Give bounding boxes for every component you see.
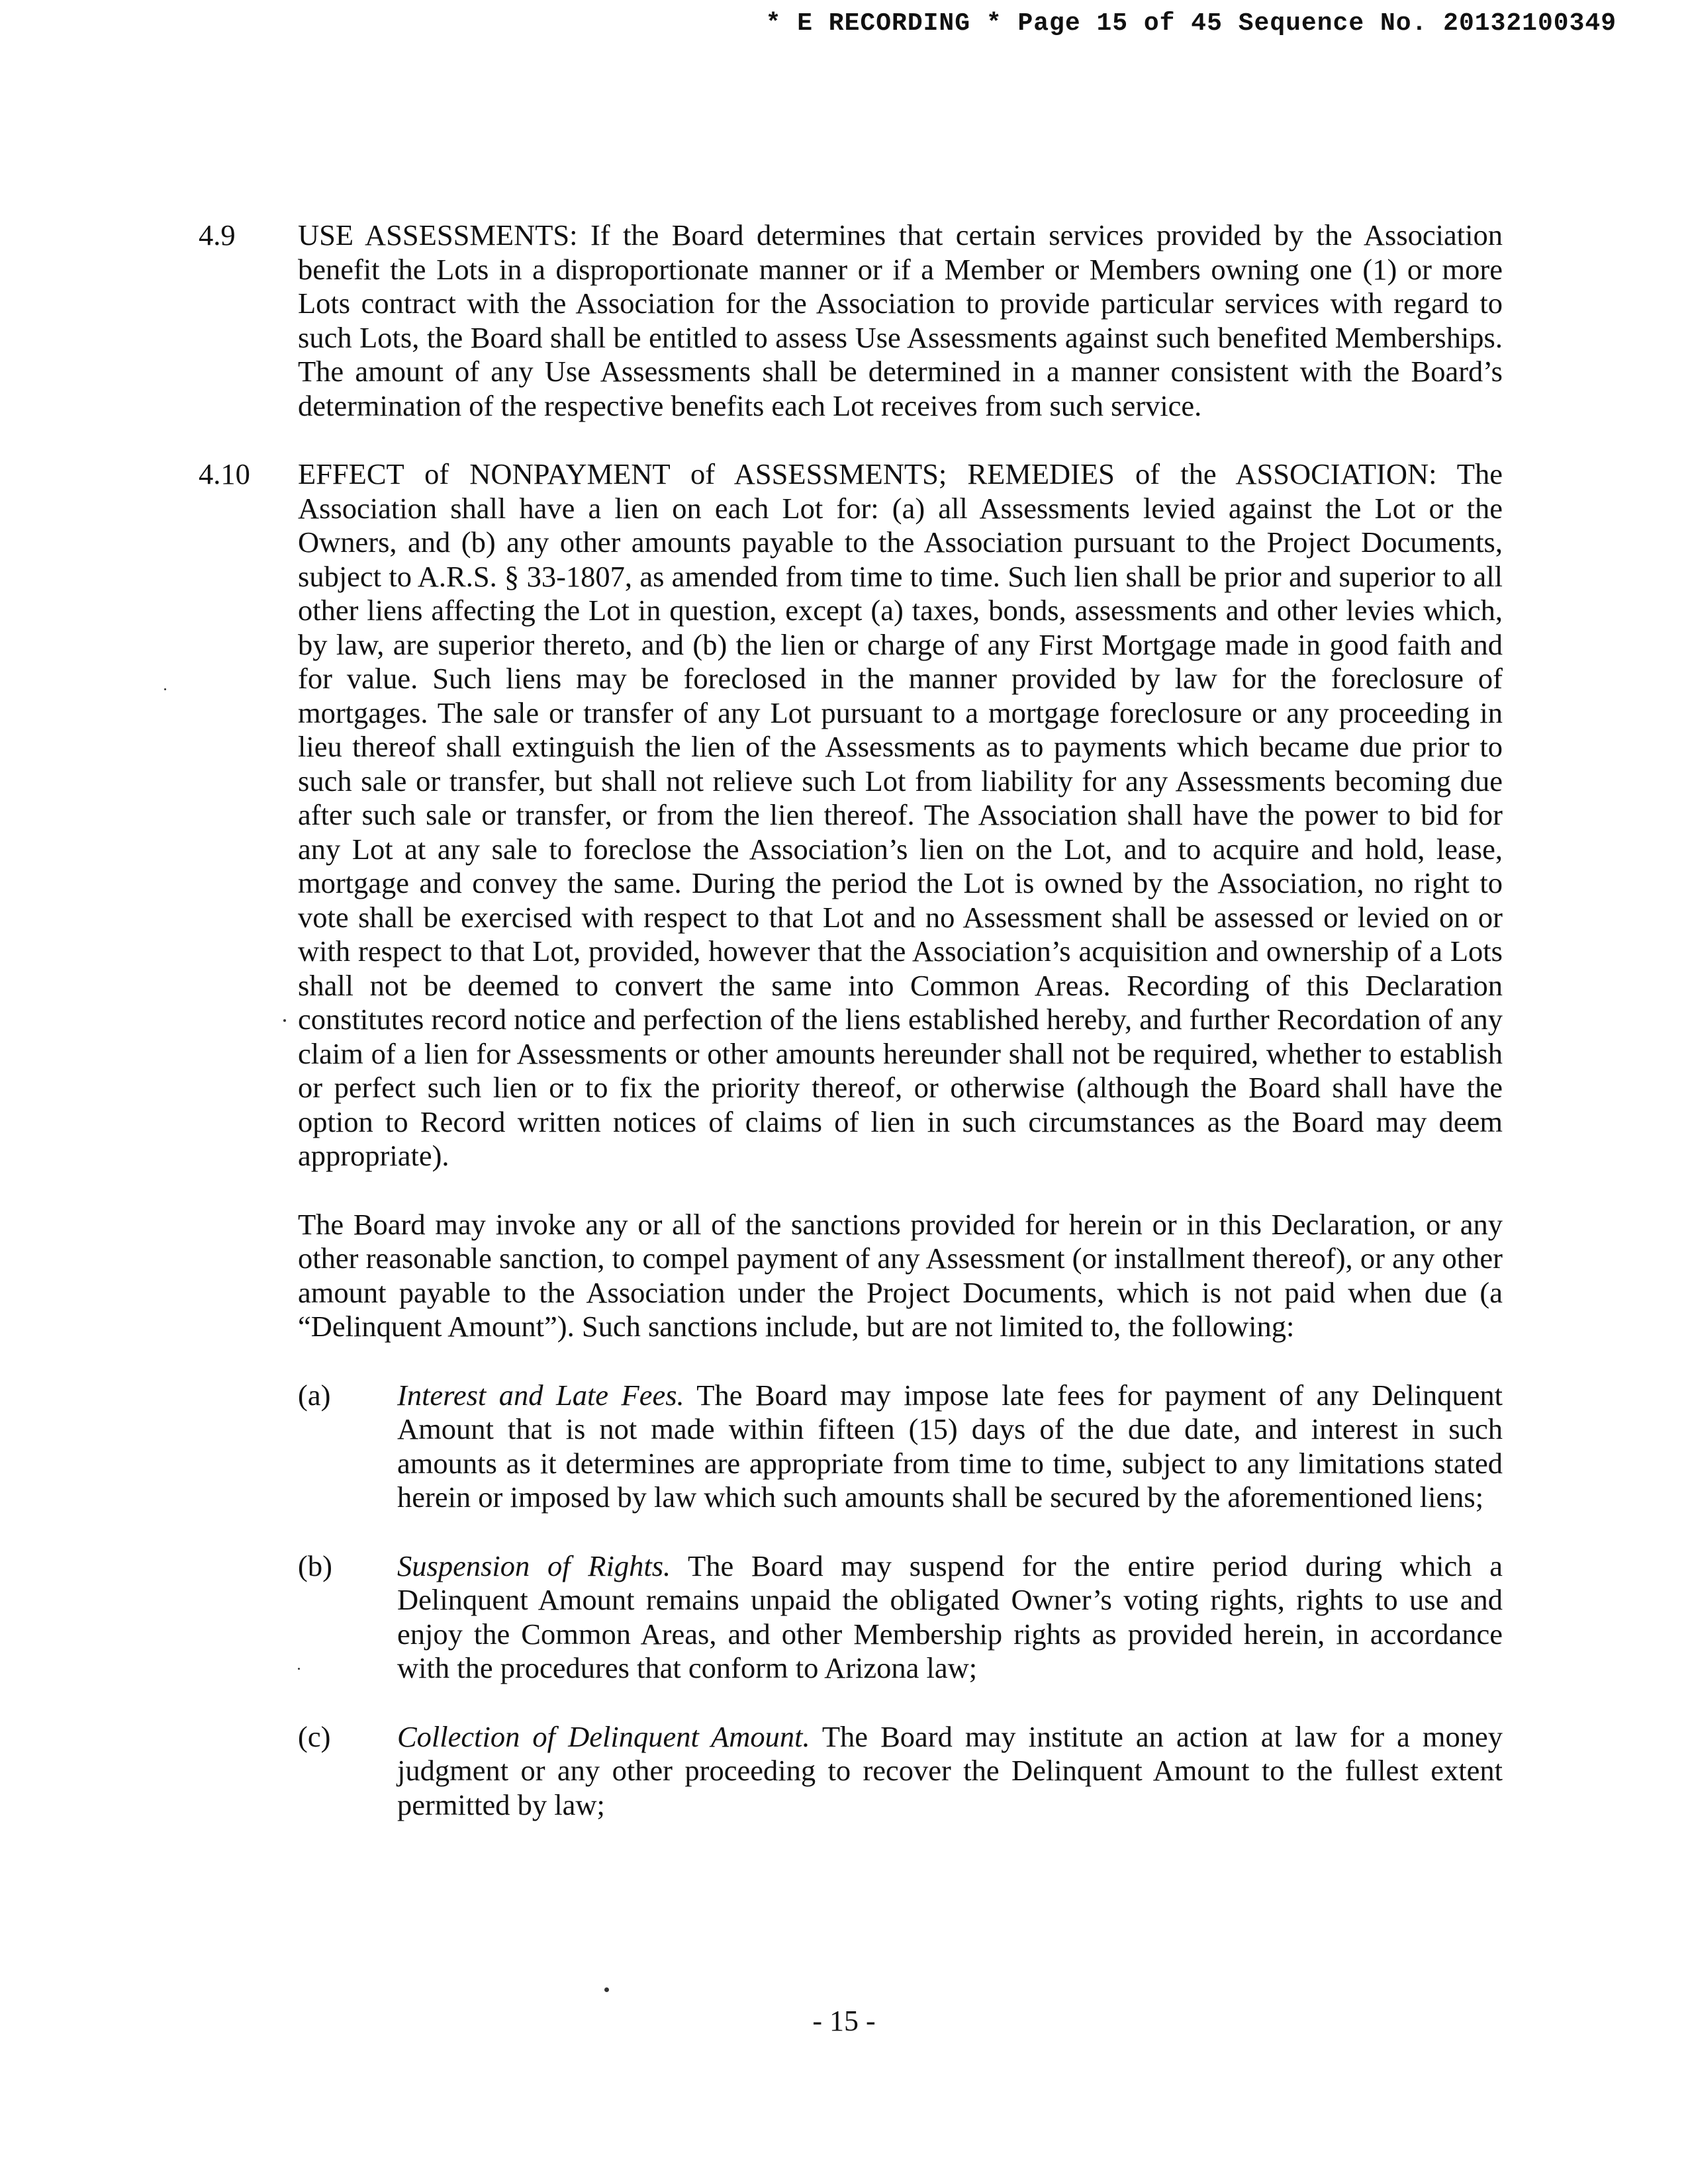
sanction-label: (c) [298,1719,331,1753]
scan-speck [604,1987,609,1992]
sanction-label: (a) [298,1378,331,1412]
section-number: 4.10 [199,457,250,490]
scan-speck [298,1668,300,1670]
scan-speck [283,1019,286,1022]
section-text: EFFECT of NONPAYMENT of ASSESSMENTS; REMEDIES of the ASSOCIATION: The Association shall have a lien on each Lot for: (a) all Assessments levied against the Lot or the Owners, and (b) any other amounts payable to the Association pursuant to the Project Documents, subject to A.R.S. § 33-1807, as amended from time to time. Such lien shall be prior and superior to all other liens affecting the Lot in question, except (a) taxes, bonds, assessments and other levies which, by law, are superior thereto, and (b) the lien or charge of any First Mortgage made in good faith and for value. Such liens may be foreclosed in the manner provided by law for the foreclosure of mortgages. The sale or transfer of any Lot pursuant to a mortgage foreclosure or any proceeding in lieu thereof shall extinguish the lien of the Assessments as to payments which became due prior to such sale or transfer, but shall not relieve such Lot from liability for any Assessments becoming due after such sale or transfer, or from the lien thereof. The Association shall have the power to bid for any Lot at any sale to foreclose the Association’s lien on the Lot, and to acquire and hold, lease, mortgage and convey the same. During the period the Lot is owned by the Association, no right to vote shall be exercised with respect to that Lot and no Assessment shall be assessed or levied on or with respect to that Lot, provided, however that the Association’s acquisition and ownership of a Lots shall not be deemed to convert the same into Common Areas. Recording of this Declaration constitutes record notice and perfection of the liens established hereby, and further Recordation of any claim of a lien for Assessments or other amounts hereunder shall not be required, whether to establish or perfect such lien or to fix the priority thereof, or otherwise (although the Board shall have the option to Record written notices of claims of lien in such circumstances as the Board may deem appropriate). [298,457,1503,1172]
sanction-item-b [298,1549,1503,1686]
sanction-paragraph [397,1720,1503,1823]
sanction-title: Interest and Late Fees. [397,1378,684,1412]
section-4-9 [199,218,1503,423]
sanction-paragraph [397,1549,1503,1686]
recording-header: * E RECORDING * Page 15 of 45 Sequence No. 20132100349 [765,9,1617,38]
section-text: USE ASSESSMENTS: If the Board determines that certain services provided by the Association benefit the Lots in a disproportionate manner or if a Member or Members owning one (1) or more Lots contract with the Association for the Association to provide particular services with regard to such Lots, the Board shall be entitled to assess Use Assessments against such benefited Memberships. The amount of any Use Assessments shall be determined in a manner consistent with the Board’s determination of the respective benefits each Lot receives from such service. [298,218,1503,422]
sanction-text: The Board may institute an action at law for a money judgment or any other proceeding to recover the Delinquent Amount to the fullest extent permitted by law; [397,1719,1503,1821]
section-4-10 [199,457,1503,1173]
sanction-paragraph [397,1379,1503,1515]
sanction-item-c [298,1720,1503,1823]
sanction-text: The Board may impose late fees for payment of any Delinquent Amount that is not made within fifteen (15) days of the due date, and interest in such amounts as it determines are appropriate from time to time, subject to any limitations stated herein or imposed by law which such amounts shall be secured by the aforementioned liens; [397,1378,1503,1514]
scan-speck [164,688,166,690]
sanction-item-a [298,1379,1503,1515]
sanctions-list [298,1379,1503,1823]
document-body [199,218,1503,1856]
sanction-label: (b) [298,1549,332,1582]
sanctions-intro: The Board may invoke any or all of the sanctions provided for herein or in this Declaration, or any other reasonable sanction, to compel payment of any Assessment (or installment thereof), or any other amount payable to the Association under the Project Documents, which is not paid when due (a “Delinquent Amount”). Such sanctions include, but are not limited to, the following: [298,1207,1503,1343]
page-number: - 15 - [812,2005,876,2037]
sanction-title: Suspension of Rights. [397,1549,671,1582]
section-number: 4.9 [199,218,236,251]
sanction-text: The Board may suspend for the entire period during which a Delinquent Amount remains unpaid the obligated Owner’s voting rights, rights to use and enjoy the Common Areas, and other Membership rights as provided herein, in accordance with the procedures that conform to Arizona law; [397,1549,1503,1684]
sanction-title: Collection of Delinquent Amount. [397,1719,810,1753]
